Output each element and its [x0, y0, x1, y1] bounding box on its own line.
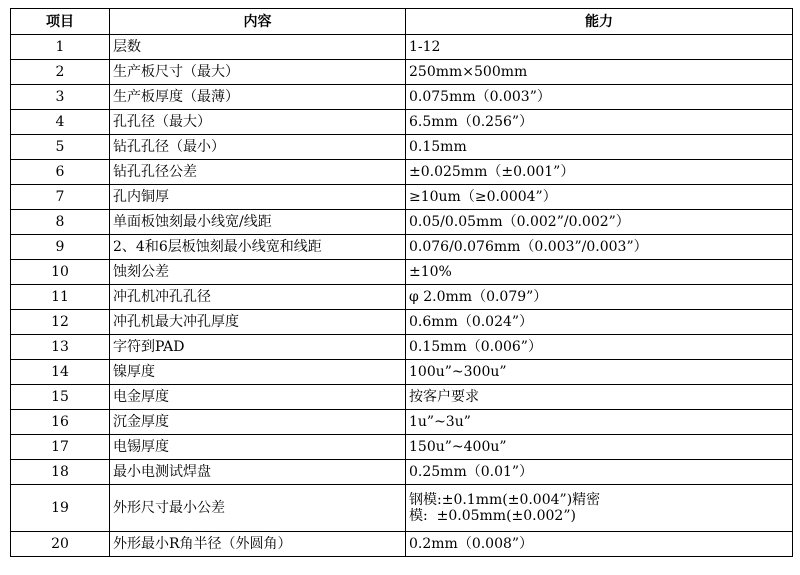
row-content: 孔孔径（最大） [110, 110, 406, 135]
header-content: 内容 [110, 9, 406, 35]
table-row [11, 160, 793, 185]
row-content: 沉金厚度 [110, 410, 406, 435]
row-capability [406, 235, 793, 260]
capability-line: 6.5mm（0.256”） [409, 114, 534, 130]
capability-line: 0.25mm（0.01”） [409, 464, 534, 480]
capability-line: φ 2.0mm（0.079”） [409, 289, 548, 305]
table-row [11, 260, 793, 285]
row-number: 2 [11, 60, 110, 85]
row-number: 12 [11, 310, 110, 335]
capability-line: 0.15mm [409, 139, 467, 155]
row-content: 钻孔孔径公差 [110, 160, 406, 185]
capability-line: 100u”~300u” [409, 364, 507, 380]
row-capability [406, 60, 793, 85]
row-number: 3 [11, 85, 110, 110]
table-row [11, 385, 793, 410]
capability-line: 0.075mm（0.003”） [409, 89, 551, 105]
row-capability [406, 35, 793, 60]
row-capability [406, 185, 793, 210]
row-number: 15 [11, 385, 110, 410]
table-row [11, 410, 793, 435]
table-row [11, 335, 793, 360]
capability-line: 0.2mm（0.008”） [409, 536, 534, 552]
capability-line: 150u”~400u” [409, 439, 507, 455]
row-content: 字符到PAD [110, 335, 406, 360]
capability-line: ±0.025mm（±0.001”） [409, 164, 575, 180]
table-row [11, 85, 793, 110]
row-number: 9 [11, 235, 110, 260]
capability-line: 模: ±0.05mm(±0.002”) [409, 508, 576, 524]
row-number: 17 [11, 435, 110, 460]
table-row [11, 235, 793, 260]
table-row [11, 135, 793, 160]
capability-line: 按客户要求 [409, 389, 479, 405]
row-number: 19 [11, 485, 110, 532]
row-content: 生产板厚度（最薄） [110, 85, 406, 110]
capability-line: 钢模:±0.1mm(±0.004”)精密 [409, 492, 601, 508]
row-capability [406, 435, 793, 460]
row-content: 电锡厚度 [110, 435, 406, 460]
row-content: 单面板蚀刻最小线宽/线距 [110, 210, 406, 235]
row-content: 钻孔孔径（最小） [110, 135, 406, 160]
row-content: 蚀刻公差 [110, 260, 406, 285]
capability-line: 250mm×500mm [409, 64, 528, 80]
capability-line: 1u”~3u” [409, 414, 471, 430]
table-row [11, 35, 793, 60]
row-capability [406, 360, 793, 385]
capability-line: 1-12 [409, 39, 441, 55]
row-content: 生产板尺寸（最大） [110, 60, 406, 85]
table-row [11, 110, 793, 135]
capability-line: 0.15mm（0.006”） [409, 339, 542, 355]
row-number: 6 [11, 160, 110, 185]
row-content: 外形最小R角半径（外圆角） [110, 532, 406, 557]
row-number: 16 [11, 410, 110, 435]
row-capability [406, 410, 793, 435]
row-capability [406, 285, 793, 310]
row-content: 最小电测试焊盘 [110, 460, 406, 485]
row-capability [406, 532, 793, 557]
row-number: 5 [11, 135, 110, 160]
table-row [11, 460, 793, 485]
row-content: 层数 [110, 35, 406, 60]
row-capability [406, 485, 793, 532]
row-capability [406, 460, 793, 485]
table-row [11, 360, 793, 385]
row-number: 7 [11, 185, 110, 210]
row-capability [406, 160, 793, 185]
row-capability [406, 85, 793, 110]
header-row [11, 9, 793, 35]
row-content: 电金厚度 [110, 385, 406, 410]
row-number: 10 [11, 260, 110, 285]
row-number: 4 [11, 110, 110, 135]
row-number: 14 [11, 360, 110, 385]
row-content: 冲孔机最大冲孔厚度 [110, 310, 406, 335]
row-capability [406, 210, 793, 235]
row-capability [406, 260, 793, 285]
row-number: 8 [11, 210, 110, 235]
pcb-capability-table [10, 8, 793, 557]
header-item: 项目 [11, 9, 110, 35]
table-row [11, 435, 793, 460]
row-content: 孔内铜厚 [110, 185, 406, 210]
table-row [11, 60, 793, 85]
row-capability [406, 335, 793, 360]
capability-line: 0.05/0.05mm（0.002”/0.002”） [409, 214, 630, 230]
row-number: 11 [11, 285, 110, 310]
row-capability [406, 385, 793, 410]
capability-line: 0.6mm（0.024”） [409, 314, 534, 330]
row-capability [406, 310, 793, 335]
capability-line: ±10% [409, 264, 452, 280]
table-row [11, 210, 793, 235]
capability-line: 0.076/0.076mm（0.003”/0.003”） [409, 239, 648, 255]
table-row [11, 310, 793, 335]
capability-line: ≥10um（≥0.0004”） [409, 189, 557, 205]
table-row [11, 185, 793, 210]
row-content: 外形尺寸最小公差 [110, 485, 406, 532]
table-row [11, 532, 793, 557]
row-number: 1 [11, 35, 110, 60]
table-row [11, 485, 793, 532]
row-capability [406, 135, 793, 160]
row-content: 冲孔机冲孔孔径 [110, 285, 406, 310]
row-number: 20 [11, 532, 110, 557]
row-number: 18 [11, 460, 110, 485]
header-capability: 能力 [406, 9, 793, 35]
table-body [11, 35, 793, 557]
row-content: 2、4和6层板蚀刻最小线宽和线距 [110, 235, 406, 260]
row-capability [406, 110, 793, 135]
table-row [11, 285, 793, 310]
row-number: 13 [11, 335, 110, 360]
row-content: 镍厚度 [110, 360, 406, 385]
